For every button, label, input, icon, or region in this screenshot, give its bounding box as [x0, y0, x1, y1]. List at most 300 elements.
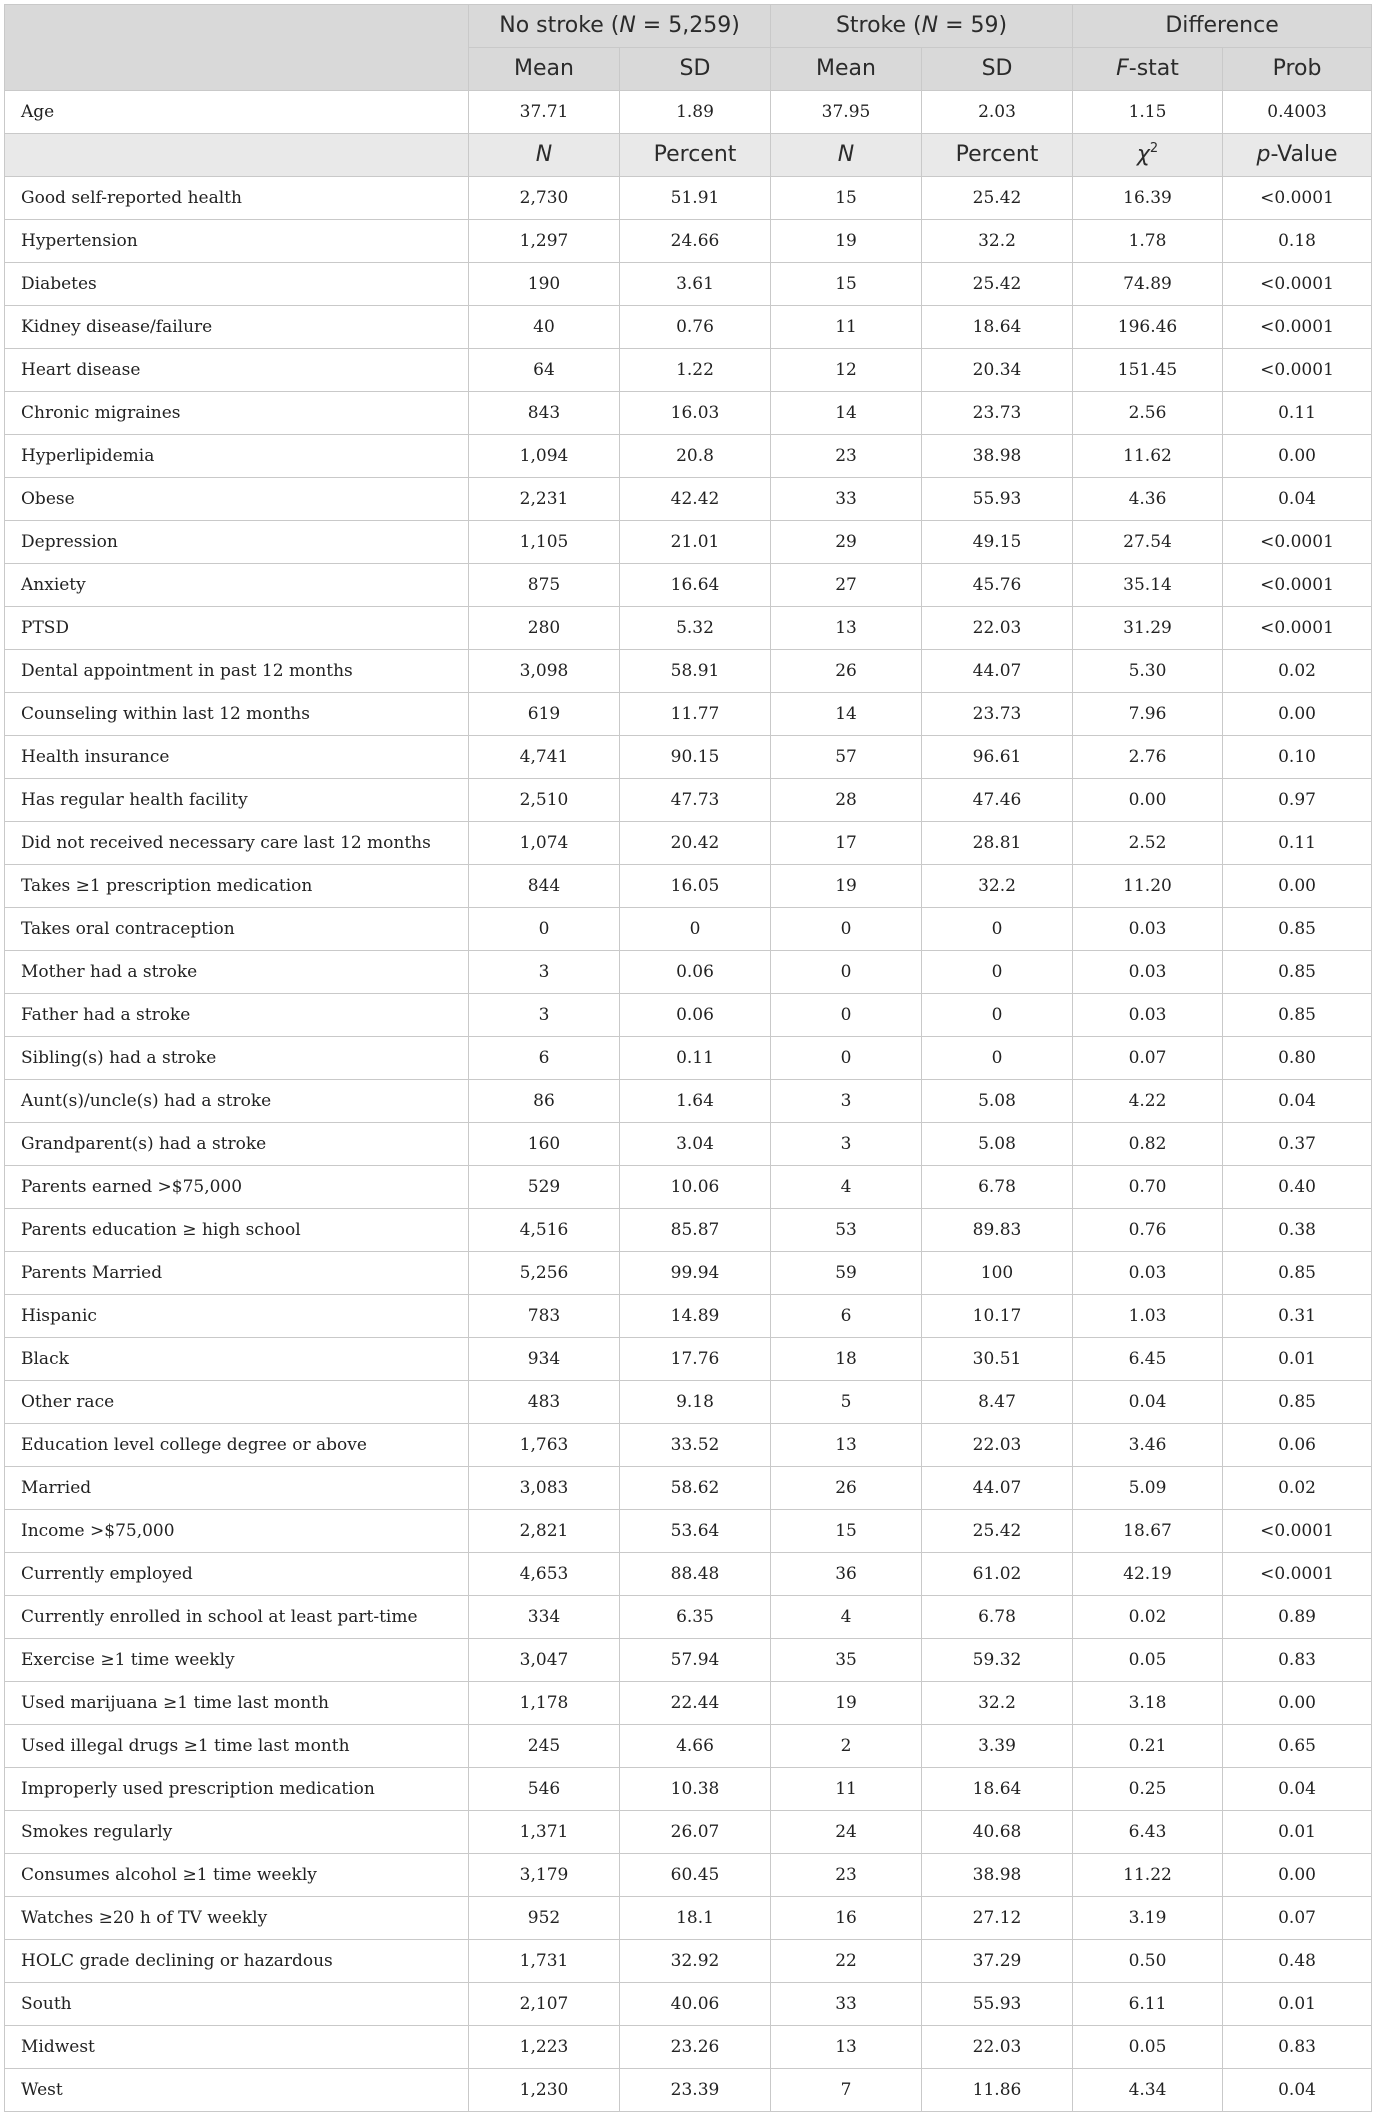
p-value: 0.04 [1223, 478, 1372, 521]
percent-stroke: 47.46 [922, 779, 1073, 822]
n-stroke: 4 [771, 1166, 922, 1209]
percent-stroke: 37.29 [922, 1940, 1073, 1983]
p-value: 0.02 [1223, 1467, 1372, 1510]
chi-square: 4.22 [1073, 1080, 1223, 1123]
n-no-stroke: 1,297 [469, 220, 620, 263]
p-value: <0.0001 [1223, 349, 1372, 392]
n-no-stroke: 86 [469, 1080, 620, 1123]
percent-no-stroke: 90.15 [620, 736, 771, 779]
age-row-label: Age [5, 91, 469, 134]
percent-stroke: 6.78 [922, 1596, 1073, 1639]
chi-square: 4.36 [1073, 478, 1223, 521]
age-sd-no-stroke: 1.89 [620, 91, 771, 134]
chi-square: 6.45 [1073, 1338, 1223, 1381]
percent-stroke: 44.07 [922, 650, 1073, 693]
n-no-stroke: 3,179 [469, 1854, 620, 1897]
row-label: Income >$75,000 [5, 1510, 469, 1553]
table-row [5, 564, 1372, 607]
n-no-stroke: 160 [469, 1123, 620, 1166]
header-group-stroke-post: = 59) [938, 13, 1008, 38]
chi-square: 0.05 [1073, 2026, 1223, 2069]
n-no-stroke: 2,231 [469, 478, 620, 521]
percent-no-stroke: 23.26 [620, 2026, 771, 2069]
chi-square: 1.78 [1073, 220, 1223, 263]
header-f-stat [1073, 48, 1223, 91]
row-label: Heart disease [5, 349, 469, 392]
percent-no-stroke: 32.92 [620, 1940, 771, 1983]
n-no-stroke: 4,741 [469, 736, 620, 779]
percent-stroke: 32.2 [922, 220, 1073, 263]
chi-square: 0.82 [1073, 1123, 1223, 1166]
subheader-chi-square [1073, 134, 1223, 177]
chi-square: 0.02 [1073, 1596, 1223, 1639]
n-no-stroke: 952 [469, 1897, 620, 1940]
table-row [5, 1080, 1372, 1123]
chi-square: 3.19 [1073, 1897, 1223, 1940]
n-stroke: 13 [771, 2026, 922, 2069]
n-no-stroke: 190 [469, 263, 620, 306]
percent-stroke: 89.83 [922, 1209, 1073, 1252]
n-stroke: 2 [771, 1725, 922, 1768]
p-value: 0.01 [1223, 1811, 1372, 1854]
n-stroke: 15 [771, 263, 922, 306]
n-stroke: 13 [771, 1424, 922, 1467]
percent-stroke: 55.93 [922, 478, 1073, 521]
chi-square: 2.56 [1073, 392, 1223, 435]
row-label: Consumes alcohol ≥1 time weekly [5, 1854, 469, 1897]
header-group-stroke [771, 5, 1073, 48]
header-group-difference [1073, 5, 1372, 48]
p-value: 0.83 [1223, 1639, 1372, 1682]
chi-square: 6.43 [1073, 1811, 1223, 1854]
percent-no-stroke: 33.52 [620, 1424, 771, 1467]
percent-no-stroke: 88.48 [620, 1553, 771, 1596]
n-no-stroke: 1,223 [469, 2026, 620, 2069]
percent-stroke: 27.12 [922, 1897, 1073, 1940]
p-value: 0.85 [1223, 994, 1372, 1037]
p-value: 0.38 [1223, 1209, 1372, 1252]
subheader-chi-symbol: χ [1136, 142, 1150, 167]
chi-square: 18.67 [1073, 1510, 1223, 1553]
p-value: 0.80 [1223, 1037, 1372, 1080]
table-row [5, 1983, 1372, 2026]
percent-no-stroke: 42.42 [620, 478, 771, 521]
n-stroke: 33 [771, 1983, 922, 2026]
count-header-row [5, 134, 1372, 177]
chi-square: 0.76 [1073, 1209, 1223, 1252]
n-stroke: 33 [771, 478, 922, 521]
header-group-no-stroke [469, 5, 771, 48]
percent-stroke: 38.98 [922, 1854, 1073, 1897]
header-sd-stroke [922, 48, 1073, 91]
n-stroke: 14 [771, 693, 922, 736]
percent-no-stroke: 0.06 [620, 994, 771, 1037]
percent-no-stroke: 0.11 [620, 1037, 771, 1080]
chi-square: 0.07 [1073, 1037, 1223, 1080]
n-no-stroke: 783 [469, 1295, 620, 1338]
table-row [5, 478, 1372, 521]
percent-no-stroke: 85.87 [620, 1209, 771, 1252]
header-sd-stroke-text: SD [981, 56, 1013, 81]
percent-stroke: 11.86 [922, 2069, 1073, 2112]
percent-no-stroke: 24.66 [620, 220, 771, 263]
table-row [5, 1768, 1372, 1811]
header-prob-text: Prob [1272, 56, 1322, 81]
chi-square: 0.21 [1073, 1725, 1223, 1768]
percent-no-stroke: 16.03 [620, 392, 771, 435]
p-value: 0.02 [1223, 650, 1372, 693]
percent-stroke: 22.03 [922, 2026, 1073, 2069]
row-label: Diabetes [5, 263, 469, 306]
n-stroke: 4 [771, 1596, 922, 1639]
chi-square: 0.04 [1073, 1381, 1223, 1424]
n-no-stroke: 619 [469, 693, 620, 736]
table-row [5, 1596, 1372, 1639]
n-stroke: 36 [771, 1553, 922, 1596]
percent-stroke: 30.51 [922, 1338, 1073, 1381]
table-row [5, 392, 1372, 435]
chi-square: 0.00 [1073, 779, 1223, 822]
n-no-stroke: 483 [469, 1381, 620, 1424]
row-label: Takes oral contraception [5, 908, 469, 951]
p-value: 0.00 [1223, 1854, 1372, 1897]
stroke-comparison-table [4, 4, 1372, 2112]
table-row [5, 951, 1372, 994]
row-label: Hypertension [5, 220, 469, 263]
subheader-p-it: p [1256, 142, 1271, 167]
chi-square: 3.46 [1073, 1424, 1223, 1467]
percent-no-stroke: 0.06 [620, 951, 771, 994]
n-no-stroke: 1,074 [469, 822, 620, 865]
p-value: 0.11 [1223, 392, 1372, 435]
percent-no-stroke: 99.94 [620, 1252, 771, 1295]
percent-no-stroke: 16.64 [620, 564, 771, 607]
n-stroke: 5 [771, 1381, 922, 1424]
row-label: Currently enrolled in school at least part-time [5, 1596, 469, 1639]
n-stroke: 12 [771, 349, 922, 392]
row-label: Education level college degree or above [5, 1424, 469, 1467]
row-label: Sibling(s) had a stroke [5, 1037, 469, 1080]
n-stroke: 19 [771, 1682, 922, 1725]
percent-stroke: 10.17 [922, 1295, 1073, 1338]
n-no-stroke: 5,256 [469, 1252, 620, 1295]
n-stroke: 26 [771, 650, 922, 693]
table-row [5, 822, 1372, 865]
row-label: Watches ≥20 h of TV weekly [5, 1897, 469, 1940]
table-row [5, 865, 1372, 908]
chi-square: 0.70 [1073, 1166, 1223, 1209]
chi-square: 5.09 [1073, 1467, 1223, 1510]
percent-stroke: 44.07 [922, 1467, 1073, 1510]
row-label: Parents education ≥ high school [5, 1209, 469, 1252]
n-no-stroke: 2,107 [469, 1983, 620, 2026]
row-label: Exercise ≥1 time weekly [5, 1639, 469, 1682]
header-mean-stroke-text: Mean [816, 56, 876, 81]
percent-stroke: 28.81 [922, 822, 1073, 865]
subheader-p-value-text: -Value [1270, 142, 1338, 167]
chi-square: 0.03 [1073, 951, 1223, 994]
row-label: Depression [5, 521, 469, 564]
percent-stroke: 0 [922, 1037, 1073, 1080]
n-stroke: 19 [771, 865, 922, 908]
n-no-stroke: 875 [469, 564, 620, 607]
row-label: Midwest [5, 2026, 469, 2069]
row-label: Improperly used prescription medication [5, 1768, 469, 1811]
p-value: 0.11 [1223, 822, 1372, 865]
n-stroke: 3 [771, 1080, 922, 1123]
percent-no-stroke: 53.64 [620, 1510, 771, 1553]
chi-square: 4.34 [1073, 2069, 1223, 2112]
percent-stroke: 96.61 [922, 736, 1073, 779]
percent-stroke: 3.39 [922, 1725, 1073, 1768]
p-value: <0.0001 [1223, 607, 1372, 650]
n-stroke: 13 [771, 607, 922, 650]
percent-no-stroke: 0 [620, 908, 771, 951]
table-row [5, 1123, 1372, 1166]
row-label: South [5, 1983, 469, 2026]
subheader-percent-no-stroke-text: Percent [653, 142, 737, 167]
n-no-stroke: 4,653 [469, 1553, 620, 1596]
p-value: 0.00 [1223, 865, 1372, 908]
row-label: Aunt(s)/uncle(s) had a stroke [5, 1080, 469, 1123]
n-no-stroke: 3 [469, 951, 620, 994]
chi-square: 0.25 [1073, 1768, 1223, 1811]
p-value: 0.00 [1223, 693, 1372, 736]
p-value: 0.37 [1223, 1123, 1372, 1166]
chi-square: 151.45 [1073, 349, 1223, 392]
p-value: 0.06 [1223, 1424, 1372, 1467]
table-row [5, 2026, 1372, 2069]
percent-stroke: 18.64 [922, 1768, 1073, 1811]
percent-stroke: 6.78 [922, 1166, 1073, 1209]
n-stroke: 0 [771, 951, 922, 994]
table-row [5, 349, 1372, 392]
chi-square: 11.62 [1073, 435, 1223, 478]
chi-square: 27.54 [1073, 521, 1223, 564]
subheader-n-stroke-it: N [837, 142, 855, 167]
percent-no-stroke: 6.35 [620, 1596, 771, 1639]
n-stroke: 3 [771, 1123, 922, 1166]
p-value: 0.01 [1223, 1983, 1372, 2026]
percent-stroke: 0 [922, 951, 1073, 994]
n-stroke: 14 [771, 392, 922, 435]
table-row [5, 435, 1372, 478]
percent-stroke: 5.08 [922, 1080, 1073, 1123]
percent-no-stroke: 3.04 [620, 1123, 771, 1166]
n-stroke: 7 [771, 2069, 922, 2112]
percent-no-stroke: 58.91 [620, 650, 771, 693]
n-no-stroke: 3,083 [469, 1467, 620, 1510]
chi-square: 35.14 [1073, 564, 1223, 607]
p-value: <0.0001 [1223, 177, 1372, 220]
percent-no-stroke: 10.38 [620, 1768, 771, 1811]
p-value: <0.0001 [1223, 564, 1372, 607]
row-label: Did not received necessary care last 12 months [5, 822, 469, 865]
p-value: 0.85 [1223, 951, 1372, 994]
percent-stroke: 25.42 [922, 263, 1073, 306]
table-row [5, 607, 1372, 650]
subheader-n-stroke [771, 134, 922, 177]
group-header-row [5, 5, 1372, 48]
p-value: 0.00 [1223, 1682, 1372, 1725]
n-no-stroke: 4,516 [469, 1209, 620, 1252]
age-sd-stroke: 2.03 [922, 91, 1073, 134]
p-value: 0.89 [1223, 1596, 1372, 1639]
percent-no-stroke: 26.07 [620, 1811, 771, 1854]
row-label: Smokes regularly [5, 1811, 469, 1854]
age-row [5, 91, 1372, 134]
n-no-stroke: 245 [469, 1725, 620, 1768]
header-f-stat-it: F [1116, 56, 1129, 81]
header-sd-no-stroke-text: SD [679, 56, 711, 81]
n-no-stroke: 64 [469, 349, 620, 392]
percent-no-stroke: 10.06 [620, 1166, 771, 1209]
row-label: Good self-reported health [5, 177, 469, 220]
header-f-stat-text: -stat [1128, 56, 1179, 81]
p-value: 0.04 [1223, 1768, 1372, 1811]
age-mean-stroke: 37.95 [771, 91, 922, 134]
header-group-no-stroke-pre: No stroke ( [499, 13, 620, 38]
table-row [5, 1639, 1372, 1682]
subheader-p-value [1223, 134, 1372, 177]
chi-square: 16.39 [1073, 177, 1223, 220]
percent-no-stroke: 58.62 [620, 1467, 771, 1510]
p-value: <0.0001 [1223, 1553, 1372, 1596]
n-stroke: 16 [771, 1897, 922, 1940]
table-row [5, 177, 1372, 220]
n-no-stroke: 3,047 [469, 1639, 620, 1682]
n-stroke: 0 [771, 1037, 922, 1080]
header-group-no-stroke-n: N [619, 13, 636, 38]
percent-no-stroke: 20.42 [620, 822, 771, 865]
n-no-stroke: 529 [469, 1166, 620, 1209]
row-label: Anxiety [5, 564, 469, 607]
percent-no-stroke: 1.64 [620, 1080, 771, 1123]
n-stroke: 23 [771, 435, 922, 478]
row-label: Takes ≥1 prescription medication [5, 865, 469, 908]
n-no-stroke: 2,821 [469, 1510, 620, 1553]
chi-square: 0.50 [1073, 1940, 1223, 1983]
n-no-stroke: 1,094 [469, 435, 620, 478]
p-value: 0.85 [1223, 908, 1372, 951]
table-row [5, 908, 1372, 951]
percent-no-stroke: 57.94 [620, 1639, 771, 1682]
n-no-stroke: 546 [469, 1768, 620, 1811]
chi-square: 6.11 [1073, 1983, 1223, 2026]
table-row [5, 1037, 1372, 1080]
chi-square: 0.05 [1073, 1639, 1223, 1682]
header-corner-cell [5, 5, 469, 91]
n-no-stroke: 3,098 [469, 650, 620, 693]
n-stroke: 0 [771, 994, 922, 1037]
row-label: Married [5, 1467, 469, 1510]
row-label: Health insurance [5, 736, 469, 779]
row-label: Used illegal drugs ≥1 time last month [5, 1725, 469, 1768]
p-value: <0.0001 [1223, 306, 1372, 349]
table-row [5, 1381, 1372, 1424]
header-prob [1223, 48, 1372, 91]
row-label: Grandparent(s) had a stroke [5, 1123, 469, 1166]
table-row [5, 1682, 1372, 1725]
percent-no-stroke: 0.76 [620, 306, 771, 349]
p-value: 0.00 [1223, 435, 1372, 478]
header-sd-no-stroke [620, 48, 771, 91]
n-stroke: 26 [771, 1467, 922, 1510]
p-value: 0.48 [1223, 1940, 1372, 1983]
row-label: Father had a stroke [5, 994, 469, 1037]
percent-no-stroke: 11.77 [620, 693, 771, 736]
chi-square: 0.03 [1073, 1252, 1223, 1295]
percent-stroke: 40.68 [922, 1811, 1073, 1854]
percent-no-stroke: 20.8 [620, 435, 771, 478]
n-no-stroke: 1,371 [469, 1811, 620, 1854]
n-no-stroke: 280 [469, 607, 620, 650]
percent-stroke: 38.98 [922, 435, 1073, 478]
n-no-stroke: 1,731 [469, 1940, 620, 1983]
table-row [5, 1252, 1372, 1295]
n-no-stroke: 6 [469, 1037, 620, 1080]
n-stroke: 53 [771, 1209, 922, 1252]
percent-stroke: 32.2 [922, 1682, 1073, 1725]
percent-stroke: 32.2 [922, 865, 1073, 908]
n-no-stroke: 0 [469, 908, 620, 951]
n-stroke: 6 [771, 1295, 922, 1338]
percent-stroke: 8.47 [922, 1381, 1073, 1424]
table-row [5, 1725, 1372, 1768]
table-row [5, 1940, 1372, 1983]
row-label: Parents Married [5, 1252, 469, 1295]
n-stroke: 28 [771, 779, 922, 822]
percent-stroke: 100 [922, 1252, 1073, 1295]
n-no-stroke: 40 [469, 306, 620, 349]
n-stroke: 59 [771, 1252, 922, 1295]
percent-no-stroke: 60.45 [620, 1854, 771, 1897]
table-row [5, 1166, 1372, 1209]
header-mean-stroke [771, 48, 922, 91]
table-row [5, 1295, 1372, 1338]
table-row [5, 693, 1372, 736]
p-value: 0.97 [1223, 779, 1372, 822]
percent-no-stroke: 23.39 [620, 2069, 771, 2112]
percent-no-stroke: 16.05 [620, 865, 771, 908]
percent-no-stroke: 1.22 [620, 349, 771, 392]
n-stroke: 22 [771, 1940, 922, 1983]
p-value: 0.07 [1223, 1897, 1372, 1940]
percent-no-stroke: 4.66 [620, 1725, 771, 1768]
row-label: Currently employed [5, 1553, 469, 1596]
percent-stroke: 25.42 [922, 177, 1073, 220]
n-stroke: 11 [771, 306, 922, 349]
percent-no-stroke: 22.44 [620, 1682, 771, 1725]
table-row [5, 263, 1372, 306]
row-label: Counseling within last 12 months [5, 693, 469, 736]
age-f-stat: 1.15 [1073, 91, 1223, 134]
n-stroke: 23 [771, 1854, 922, 1897]
chi-square: 31.29 [1073, 607, 1223, 650]
table-row [5, 1467, 1372, 1510]
age-prob: 0.4003 [1223, 91, 1372, 134]
row-label: Obese [5, 478, 469, 521]
chi-square: 2.76 [1073, 736, 1223, 779]
percent-no-stroke: 47.73 [620, 779, 771, 822]
p-value: 0.10 [1223, 736, 1372, 779]
n-no-stroke: 2,730 [469, 177, 620, 220]
percent-stroke: 23.73 [922, 693, 1073, 736]
table-row [5, 220, 1372, 263]
row-label: Dental appointment in past 12 months [5, 650, 469, 693]
n-no-stroke: 2,510 [469, 779, 620, 822]
percent-stroke: 18.64 [922, 306, 1073, 349]
